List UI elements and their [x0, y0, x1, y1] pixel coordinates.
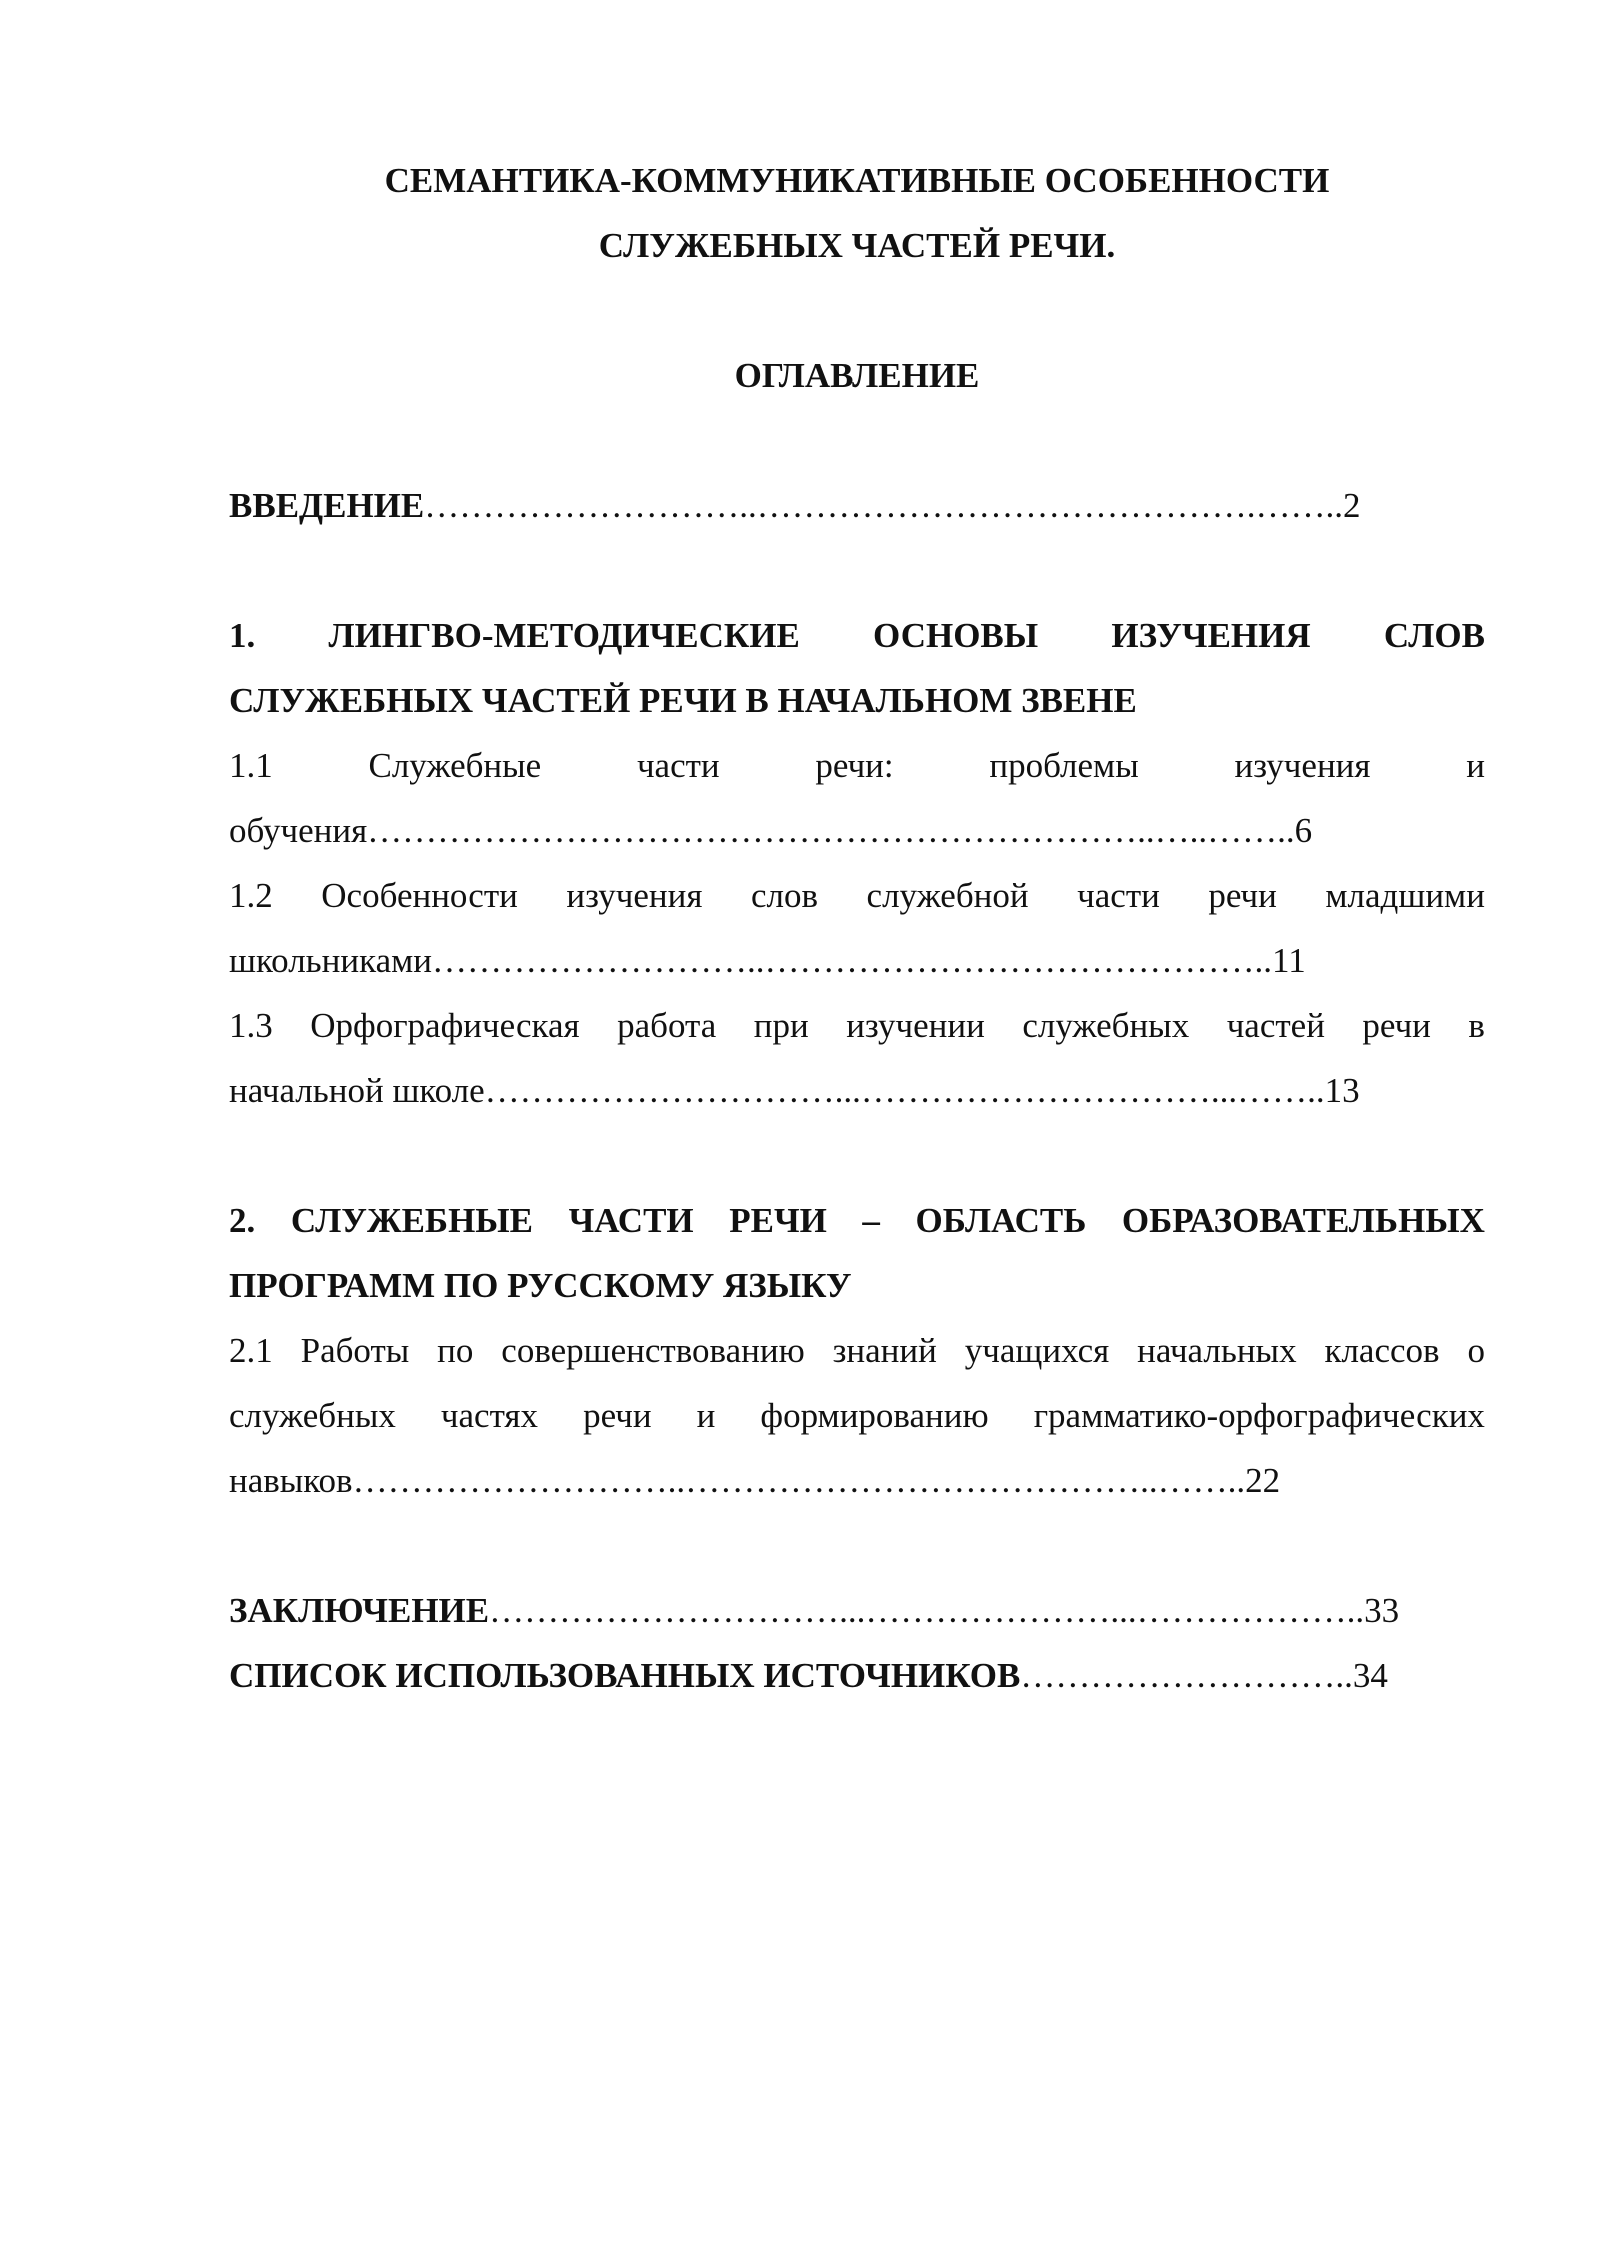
chapter-2-heading-line-1: [229, 1188, 1485, 1253]
toc-entry-1-3-line-1: [229, 993, 1485, 1058]
heading-word: 2.: [229, 1201, 256, 1240]
entry-word: речи: [1362, 1006, 1431, 1045]
entry-word: Служебные: [368, 746, 542, 785]
entry-word: классов: [1324, 1331, 1440, 1370]
entry-word: части: [1077, 876, 1160, 915]
entry-word: по: [437, 1331, 474, 1370]
entry-word: работа: [617, 1006, 717, 1045]
toc-entry-label: СПИСОК ИСПОЛЬЗОВАННЫХ ИСТОЧНИКОВ: [229, 1656, 1021, 1695]
entry-word: 2.1: [229, 1331, 273, 1370]
toc-leader: …………………………...…………………………...……..: [484, 1071, 1325, 1110]
toc-leader: …………………………………………………………..…..……..: [367, 811, 1295, 850]
toc-page-number: 33: [1364, 1591, 1400, 1630]
toc-entry-1-1-line-2: [229, 798, 1485, 863]
entry-word: речи: [1208, 876, 1277, 915]
entry-word: формированию: [760, 1396, 989, 1435]
spacer: [229, 1123, 1485, 1188]
entry-word: 1.2: [229, 876, 273, 915]
entry-text: начальной школе: [229, 1071, 485, 1110]
toc-entry-2-1-line-2: [229, 1383, 1485, 1448]
heading-word: –: [862, 1201, 880, 1240]
heading-word: 1.: [229, 616, 256, 655]
entry-word: при: [753, 1006, 809, 1045]
toc-page-number: 11: [1272, 941, 1306, 980]
toc-entry-1-1-line-1: [229, 733, 1485, 798]
toc-entry-1-3-line-2: [229, 1058, 1485, 1123]
toc-leader: ………………………..……………………………………..: [432, 941, 1272, 980]
toc-entry-1-2-line-2: [229, 928, 1485, 993]
entry-word: части: [636, 746, 720, 785]
chapter-2-heading-line-2: ПРОГРАММ ПО РУССКОМУ ЯЗЫКУ: [229, 1266, 852, 1305]
entry-word: служебных: [1022, 1006, 1190, 1045]
entry-word: 1.3: [229, 1006, 273, 1045]
entry-word: 1.1: [229, 746, 273, 785]
toc-entry-label: ЗАКЛЮЧЕНИЕ: [229, 1591, 490, 1630]
entry-text: обучения: [229, 811, 368, 850]
toc-page-number: 34: [1352, 1656, 1388, 1695]
entry-word: служебных: [229, 1396, 396, 1435]
heading-word: ИЗУЧЕНИЯ: [1111, 616, 1311, 655]
entry-word: Орфографическая: [310, 1006, 580, 1045]
entry-word: изучении: [846, 1006, 985, 1045]
title-line-2: СЛУЖЕБНЫХ ЧАСТЕЙ РЕЧИ.: [598, 226, 1116, 265]
entry-text: школьниками: [229, 941, 432, 980]
entry-text: навыков: [229, 1461, 353, 1500]
entry-word: служебной: [866, 876, 1029, 915]
spacer: [229, 408, 1485, 473]
entry-word: проблемы: [989, 746, 1139, 785]
document-content: [229, 148, 1485, 1708]
entry-word: грамматико-орфографических: [1033, 1396, 1485, 1435]
entry-word: учащихся: [964, 1331, 1110, 1370]
entry-word: о: [1467, 1331, 1485, 1370]
heading-word: СЛОВ: [1383, 616, 1485, 655]
entry-word: частях: [440, 1396, 539, 1435]
toc-entry-1-2-line-1: [229, 863, 1485, 928]
spacer: [229, 1513, 1485, 1578]
toc-entry-label: ВВЕДЕНИЕ: [229, 486, 425, 525]
entry-word: речи: [583, 1396, 652, 1435]
entry-word: начальных: [1137, 1331, 1297, 1370]
toc-leader: ………………………..…………………………………….……..: [424, 486, 1344, 525]
toc-entry-2-1-line-3: [229, 1448, 1485, 1513]
toc-entry-sources: [229, 1643, 1485, 1708]
toc-entry-conclusion: [229, 1578, 1485, 1643]
title-line-1: СЕМАНТИКА-КОММУНИКАТИВНЫЕ ОСОБЕННОСТИ: [384, 161, 1330, 200]
toc-heading: ОГЛАВЛЕНИЕ: [734, 356, 980, 395]
toc-entry-2-1-line-1: [229, 1318, 1485, 1383]
toc-page-number: 6: [1294, 811, 1313, 850]
toc-entry-intro: [229, 473, 1485, 538]
toc-leader: …………………………...…………………...………………..: [489, 1591, 1365, 1630]
entry-word: и: [696, 1396, 716, 1435]
chapter-1-heading-line-2: СЛУЖЕБНЫХ ЧАСТЕЙ РЕЧИ В НАЧАЛЬНОМ ЗВЕНЕ: [229, 681, 1137, 720]
entry-word: изучения: [566, 876, 703, 915]
entry-word: слов: [750, 876, 818, 915]
toc-page-number: 22: [1245, 1461, 1281, 1500]
entry-word: младшими: [1325, 876, 1485, 915]
heading-word: РЕЧИ: [729, 1201, 827, 1240]
entry-word: Работы: [300, 1331, 410, 1370]
heading-word: СЛУЖЕБНЫЕ: [290, 1201, 534, 1240]
entry-word: Особенности: [321, 876, 518, 915]
entry-word: речи:: [815, 746, 894, 785]
heading-word: ЛИНГВО-МЕТОДИЧЕСКИЕ: [328, 616, 800, 655]
spacer: [229, 538, 1485, 603]
entry-word: изучения: [1234, 746, 1371, 785]
toc-page-number: 13: [1324, 1071, 1360, 1110]
chapter-1-heading-line-1: [229, 603, 1485, 668]
entry-word: частей: [1226, 1006, 1325, 1045]
toc-leader: ………………………..…………………………………..……..: [352, 1461, 1246, 1500]
heading-word: ОБЛАСТЬ: [915, 1201, 1087, 1240]
entry-word: и: [1466, 746, 1485, 785]
heading-word: ОСНОВЫ: [873, 616, 1039, 655]
heading-word: ЧАСТИ: [568, 1201, 694, 1240]
toc-leader: ………………………..: [1020, 1656, 1353, 1695]
entry-word: знаний: [832, 1331, 937, 1370]
entry-word: в: [1468, 1006, 1485, 1045]
entry-word: совершенствованию: [501, 1331, 805, 1370]
heading-word: ОБРАЗОВАТЕЛЬНЫХ: [1121, 1201, 1485, 1240]
toc-page-number: 2: [1343, 486, 1361, 525]
document-title: [229, 148, 1485, 278]
